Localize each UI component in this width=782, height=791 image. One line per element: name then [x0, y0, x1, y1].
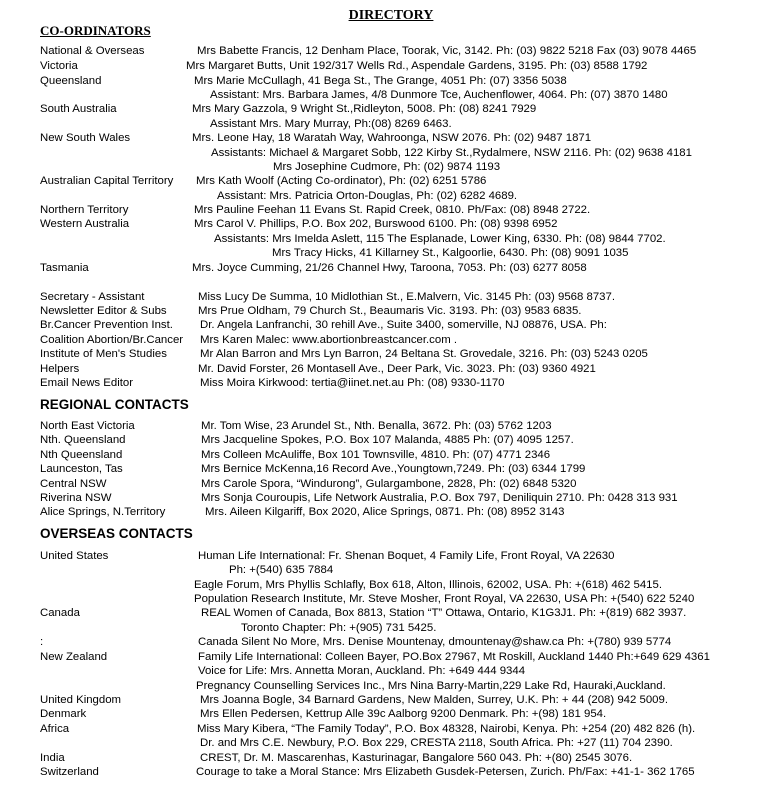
regional-entry: Mrs Colleen McAuliffe, Box 101 Townsville, 4810. Ph: (07) 4771 2346 — [201, 449, 551, 461]
coord-label: Northern Territory — [40, 204, 129, 216]
coord-label: Western Australia — [40, 218, 130, 230]
officer-label: Coalition Abortion/Br.Cancer — [40, 334, 184, 346]
overseas-entry: Dr. and Mrs C.E. Newbury, P.O. Box 229, CRESTA 2118, South Africa. Ph: +27 (11) 704 2390. — [200, 737, 673, 749]
regional-label: Riverina NSW — [40, 492, 112, 504]
overseas-label: United States — [40, 550, 109, 562]
overseas-entry: Pregnancy Counselling Services Inc., Mrs Nina Barry-Martin,229 Lake Rd, Hauraki,Auckland. — [196, 680, 666, 692]
coord-entry: Assistant: Mrs. Patricia Orton-Douglas, Ph: (02) 6282 4689. — [217, 190, 518, 202]
coord-entry: Assistants: Mrs Imelda Aslett, 115 The Esplanade, Lower King, 6330. Ph: (08) 9844 7702. — [214, 233, 666, 245]
officer-entry: Mrs Karen Malec: www.abortionbreastcancer.com . — [200, 334, 458, 346]
regional-entry: Mrs. Aileen Kilgariff, Box 2020, Alice Springs, 0871. Ph: (08) 8952 3143 — [205, 506, 565, 518]
coord-label: Victoria — [40, 60, 78, 72]
officer-entry: Mr Alan Barron and Mrs Lyn Barron, 24 Beltana St. Grovedale, 3216. Ph: (03) 5243 0205 — [200, 348, 648, 360]
coord-entry: Mrs Carol V. Phillips, P.O. Box 202, Burswood 6100. Ph: (08) 9398 6952 — [194, 218, 558, 230]
overseas-heading: OVERSEAS CONTACTS — [40, 526, 193, 541]
overseas-label: : — [40, 636, 44, 648]
officer-entry: Miss Moira Kirkwood: tertia@iinet.net.au Ph: (08) 9330-1170 — [200, 377, 505, 389]
overseas-entry: Courage to take a Moral Stance: Mrs Elizabeth Gusdek-Petersen, Zurich. Ph/Fax: +41-1- 362 1765 — [196, 766, 695, 778]
coord-entry: Mrs Josephine Cudmore, Ph: (02) 9874 1193 — [273, 161, 501, 173]
regional-entry: Mr. Tom Wise, 23 Arundel St., Nth. Benalla, 3672. Ph: (03) 5762 1203 — [201, 420, 552, 432]
officer-entry: Mrs Prue Oldham, 79 Church St., Beaumaris Vic. 3193. Ph: (03) 9583 6835. — [198, 305, 582, 317]
officer-label: Newsletter Editor & Subs — [40, 305, 167, 317]
coord-label: National & Overseas — [40, 45, 145, 57]
regional-entry: Mrs Jacqueline Spokes, P.O. Box 107 Malanda, 4885 Ph: (07) 4095 1257. — [201, 434, 574, 446]
overseas-label: India — [40, 752, 65, 764]
officer-label: Helpers — [40, 363, 80, 375]
regional-entry: Mrs Bernice McKenna,16 Record Ave.,Youngtown,7249. Ph: (03) 6344 1799 — [201, 463, 586, 475]
coord-entry: Mrs. Leone Hay, 18 Waratah Way, Wahroonga, NSW 2076. Ph: (02) 9487 1871 — [192, 132, 592, 144]
overseas-label: New Zealand — [40, 651, 108, 663]
regional-entry: Mrs Sonja Couroupis, Life Network Australia, P.O. Box 797, Deniliquin 2710. Ph: 0428 313 931 — [201, 492, 678, 504]
coord-label: Australian Capital Territory — [40, 175, 174, 187]
overseas-label: Denmark — [40, 708, 87, 720]
regional-entry: Mrs Carole Spora, “Windurong”, Gulargambone, 2828, Ph: (02) 6848 5320 — [201, 478, 577, 490]
regional-label: Launceston, Tas — [40, 463, 123, 475]
regional-label: Nth. Queensland — [40, 434, 126, 446]
officer-entry: Miss Lucy De Summa, 10 Midlothian St., E.Malvern, Vic. 3145 Ph: (03) 9568 8737. — [198, 291, 616, 303]
coord-entry: Mrs Mary Gazzola, 9 Wright St.,Ridleyton, 5008. Ph: (08) 8241 7929 — [192, 103, 537, 115]
regional-label: Nth Queensland — [40, 449, 123, 461]
coord-label: New South Wales — [40, 132, 131, 144]
officer-entry: Mr. David Forster, 26 Montasell Ave., Deer Park, Vic. 3023. Ph: (03) 9360 4921 — [198, 363, 596, 375]
overseas-entry: Miss Mary Kibera, “The Family Today”, P.O. Box 48328, Nairobi, Kenya. Ph: +254 (20) 482 826 (h). — [197, 723, 696, 735]
overseas-label: Canada — [40, 607, 80, 619]
overseas-entry: Mrs Joanna Bogle, 34 Barnard Gardens, New Malden, Surrey, U.K. Ph: + 44 (208) 942 5009. — [200, 694, 669, 706]
overseas-entry: Canada Silent No More, Mrs. Denise Mountenay, dmountenay@shaw.ca Ph: +(780) 939 5774 — [198, 636, 672, 648]
overseas-entry: Mrs Ellen Pedersen, Kettrup Alle 39c Aalborg 9200 Denmark. Ph: +(98) 181 954. — [200, 708, 607, 720]
overseas-label: Switzerland — [40, 766, 99, 778]
coord-entry: Mrs Tracy Hicks, 41 Killarney St., Kalgoorlie, 6430. Ph: (08) 9091 1035 — [272, 247, 629, 259]
officer-label: Br.Cancer Prevention Inst. — [40, 319, 173, 331]
officer-label: Secretary - Assistant — [40, 291, 145, 303]
coord-entry: Assistant Mrs. Mary Murray, Ph:(08) 8269 6463. — [210, 118, 452, 130]
overseas-entry: REAL Women of Canada, Box 8813, Station “T” Ottawa, Ontario, K1G3J1. Ph: +(819) 682 3937. — [201, 607, 687, 619]
coord-label: Queensland — [40, 75, 102, 87]
officer-entry: Dr. Angela Lanfranchi, 30 rehill Ave., Suite 3400, somerville, NJ 08876, USA. Ph: — [200, 319, 607, 331]
regional-heading: REGIONAL CONTACTS — [40, 397, 189, 412]
overseas-entry: CREST, Dr. M. Mascarenhas, Kasturinagar, Bangalore 560 043. Ph: +(80) 2545 3076. — [200, 752, 633, 764]
coordinators-heading: CO-ORDINATORS — [40, 23, 151, 38]
coord-entry: Assistant: Mrs. Barbara James, 4/8 Dunmore Tce, Auchenflower, 4064. Ph: (07) 3870 1480 — [210, 89, 668, 101]
overseas-label: Africa — [40, 723, 70, 735]
overseas-entry: Ph: +(540) 635 7884 — [229, 564, 334, 576]
overseas-entry: Voice for Life: Mrs. Annetta Moran, Auckland. Ph: +649 444 9344 — [198, 665, 526, 677]
regional-label: Central NSW — [40, 478, 107, 490]
overseas-entry: Toronto Chapter: Ph: +(905) 731 5425. — [241, 622, 437, 634]
coord-entry: Mrs Babette Francis, 12 Denham Place, Toorak, Vic, 3142. Ph: (03) 9822 5218 Fax (03) 9078 4465 — [197, 45, 697, 57]
overseas-entry: Eagle Forum, Mrs Phyllis Schlafly, Box 618, Alton, Illinois, 62002, USA. Ph: +(618) 462 5415. — [194, 579, 662, 591]
regional-label: Alice Springs, N.Territory — [40, 506, 166, 518]
directory-title: DIRECTORY — [348, 8, 434, 23]
coord-entry: Mrs. Joyce Cumming, 21/26 Channel Hwy, Taroona, 7053. Ph: (03) 6277 8058 — [192, 262, 587, 274]
coord-entry: Assistants: Michael & Margaret Sobb, 122 Kirby St.,Rydalmere, NSW 2116. Ph: (02) 9638 4181 — [211, 147, 692, 159]
coord-entry: Mrs Marie McCullagh, 41 Bega St., The Grange, 4051 Ph: (07) 3356 5038 — [194, 75, 567, 87]
officer-label: Email News Editor — [40, 377, 134, 389]
officer-label: Institute of Men's Studies — [40, 348, 167, 360]
coord-entry: Mrs Kath Woolf (Acting Co-ordinator), Ph: (02) 6251 5786 — [196, 175, 487, 187]
overseas-entry: Human Life International: Fr. Shenan Boquet, 4 Family Life, Front Royal, VA 22630 — [198, 550, 615, 562]
coord-label: Tasmania — [40, 262, 89, 274]
regional-label: North East Victoria — [40, 420, 135, 432]
coord-entry: Mrs Pauline Feehan 11 Evans St. Rapid Creek, 0810. Ph/Fax: (08) 8948 2722. — [194, 204, 591, 216]
overseas-entry: Population Research Institute, Mr. Steve Mosher, Front Royal, VA 22630, USA Ph: +(540) 622 5240 — [194, 593, 695, 605]
overseas-entry: Family Life International: Colleen Bayer, PO.Box 27967, Mt Roskill, Auckland 1440 Ph:+649 629 4361 — [198, 651, 710, 663]
coord-entry: Mrs Margaret Butts, Unit 192/317 Wells Rd., Aspendale Gardens, 3195. Ph: (03) 8588 1792 — [186, 60, 648, 72]
coord-label: South Australia — [40, 103, 117, 115]
overseas-label: United Kingdom — [40, 694, 122, 706]
